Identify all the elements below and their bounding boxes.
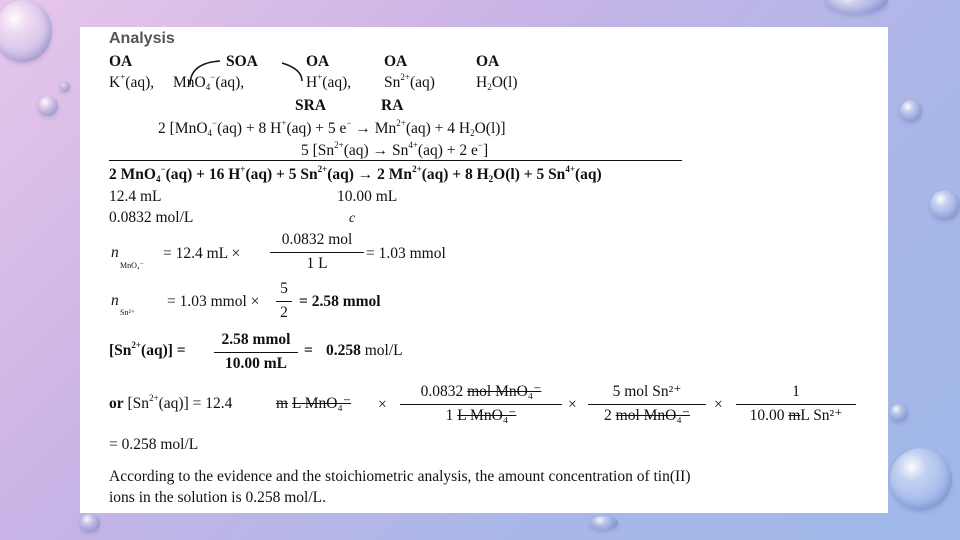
calc1-n-symbol: n xyxy=(111,244,119,261)
bubble-decoration xyxy=(60,82,70,92)
fraction-bar xyxy=(736,404,856,405)
calc4-f2-numerator: 5 mol Sn²⁺ xyxy=(612,383,682,400)
calc3-fraction xyxy=(214,331,298,373)
fraction-bar xyxy=(588,404,706,405)
calc2-numerator: 5 xyxy=(280,280,288,297)
calc4-times-2: × xyxy=(568,396,577,413)
calc4-fraction-1 xyxy=(400,383,562,425)
given-volume-tin: 10.00 mL xyxy=(337,188,398,205)
bubble-decoration xyxy=(590,516,618,530)
calc1-n-subscript: MnO₄⁻ xyxy=(120,261,144,270)
label-soa: SOA xyxy=(226,53,258,70)
conclusion-line-2: ions in the solution is 0.258 mol/L. xyxy=(109,489,327,506)
conclusion-line-1: According to the evidence and the stoichiometric analysis, the amount concentration of tin(II) xyxy=(109,468,691,485)
calc4-f1-denominator: 1 L MnO₄⁻ xyxy=(445,407,517,424)
calc3-equals: = xyxy=(304,342,313,359)
label-oa-h2o: OA xyxy=(476,53,500,70)
bubble-decoration xyxy=(38,96,58,116)
fraction-bar xyxy=(400,404,562,405)
bubble-decoration xyxy=(890,404,908,422)
species-permanganate: MnO$_4$−(aq), xyxy=(173,72,245,92)
bubble-decoration xyxy=(930,190,960,220)
sum-line xyxy=(109,160,682,161)
half-reaction-reduction: 2 [MnO$_4$−(aq) + 8 H+(aq) + 5 $e^- \to Mn^{2+}(aq) + 4$ $H_2O(l)$] xyxy=(158,118,506,138)
calc1-numerator: 0.0832 mol xyxy=(281,231,353,248)
calc4-fraction-2 xyxy=(588,383,706,425)
calc2-n-symbol: n xyxy=(111,292,119,309)
label-sra: SRA xyxy=(295,97,327,114)
fraction-bar xyxy=(270,252,364,253)
calc2-n-subscript: Sn²⁺ xyxy=(120,308,136,317)
slide-content xyxy=(80,27,888,513)
calc4-times-3: × xyxy=(714,396,723,413)
calc4-f1-numerator: 0.0832 mol MnO₄⁻ xyxy=(420,383,542,400)
net-reaction: 2 MnO$_4$−(aq) + 16 H+(aq) + 5 $Sn^{2+}(aq) \to 2$ $Mn^{2+}(aq) + 8$ $H_2O(l) + 5$ $Sn^{4+}(aq)$ xyxy=(109,164,602,184)
given-concentration-permanganate: 0.0832 mol/L xyxy=(109,209,194,226)
bubble-decoration xyxy=(900,100,922,122)
label-oa-k: OA xyxy=(109,53,133,70)
bubble-decoration xyxy=(890,448,952,510)
calc1-fraction xyxy=(270,231,364,273)
calc3-result: 0.258 mol/L xyxy=(326,342,403,359)
calc3-lhs: $[Sn^{2+}(aq)]$ = xyxy=(109,340,186,359)
label-oa-sn: OA xyxy=(384,53,408,70)
calc4-fraction-3 xyxy=(736,383,856,425)
calc1-denominator: 1 L xyxy=(306,255,328,272)
calc4-unit1: m L MnO₄⁻ xyxy=(276,395,352,412)
half-reaction-oxidation: 5 [$Sn^{2+}(aq) \to Sn^{4+}(aq) + 2$ e−] xyxy=(301,140,489,159)
calc3-numerator: 2.58 mmol xyxy=(221,331,291,348)
species-water: $H_2O(l)$ xyxy=(476,74,518,92)
bubble-decoration xyxy=(826,0,888,14)
species-tin: $Sn^{2+}(aq)$ xyxy=(384,72,435,91)
calc4-f3-numerator: 1 xyxy=(792,383,800,400)
calc2-denominator: 2 xyxy=(280,304,288,321)
calc3-denominator: 10.00 mL xyxy=(225,355,287,372)
calc1-lhs: = 12.4 mL × xyxy=(163,245,241,262)
calc2-result: = 2.58 mmol xyxy=(299,293,381,310)
given-volume-permanganate: 12.4 mL xyxy=(109,188,162,205)
label-ra: RA xyxy=(381,97,404,114)
fraction-bar xyxy=(276,301,292,302)
species-hydrogen: H+(aq), xyxy=(306,72,352,91)
calc4-f2-denominator: 2 mol MnO₄⁻ xyxy=(604,407,690,424)
calc4-times-1: × xyxy=(378,396,387,413)
label-oa-h: OA xyxy=(306,53,330,70)
bubble-decoration xyxy=(80,514,100,532)
fraction-bar xyxy=(214,352,298,353)
calc4-lhs: or $[Sn^{2+}(aq)] = 12.4$ xyxy=(109,393,233,412)
calc2-fraction xyxy=(276,280,292,322)
analysis-heading: Analysis xyxy=(109,30,175,47)
calc4-f3-denominator: 10.00 mL Sn²⁺ xyxy=(749,407,843,424)
given-concentration-unknown: c xyxy=(349,211,356,226)
final-result: = 0.258 mol/L xyxy=(109,436,199,453)
calc1-result: = 1.03 mmol xyxy=(366,245,446,262)
species-k: K+(aq), xyxy=(109,72,155,91)
bubble-decoration xyxy=(0,0,52,62)
calc2-lhs: = 1.03 mmol × xyxy=(167,293,260,310)
